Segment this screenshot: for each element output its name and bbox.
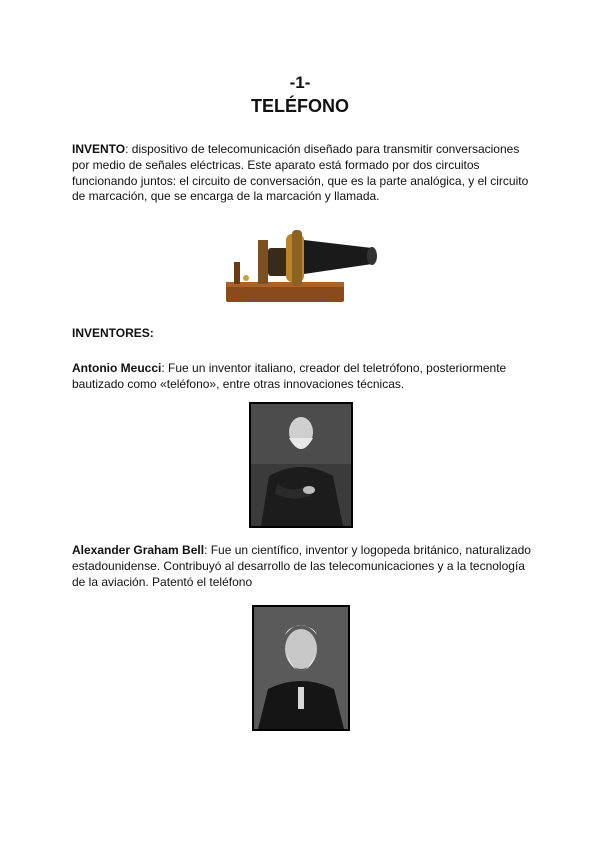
- meucci-text: : Fue un inventor italiano, creador del teletrófono, posteriormente bautizado como «teléfono», entre otras innovaciones técnicas.: [72, 361, 507, 391]
- bell-name: Alexander Graham Bell: [72, 543, 205, 557]
- inventores-heading: INVENTORES:: [72, 326, 154, 340]
- page-number: -1-: [289, 73, 311, 92]
- invento-label: INVENTO: [72, 142, 126, 156]
- page-title: TELÉFONO: [251, 96, 349, 116]
- bell-paragraph: [72, 543, 532, 590]
- meucci-paragraph: [72, 361, 532, 393]
- meucci-portrait: [249, 402, 353, 528]
- invento-text: : dispositivo de telecomunicación diseñado para transmitir conversaciones por medio de señales eléctricas. Este aparato está formado por dos circuitos funcionando juntos: el circuito de conversación, que es la parte analógica, y el circuito de marcación, que se encarga de la marcación y llamada.: [72, 142, 529, 204]
- telephone-device-image: [222, 222, 380, 308]
- bell-text: : Fue un científico, inventor y logopeda británico, naturalizado estadounidense. Contribuyó al desarrollo de las telecomunicaciones y a la tecnología de la aviación. Patentó el teléfono: [72, 543, 531, 589]
- meucci-name: Antonio Meucci: [72, 361, 162, 375]
- bell-portrait: [252, 605, 350, 731]
- invento-paragraph: [72, 142, 532, 205]
